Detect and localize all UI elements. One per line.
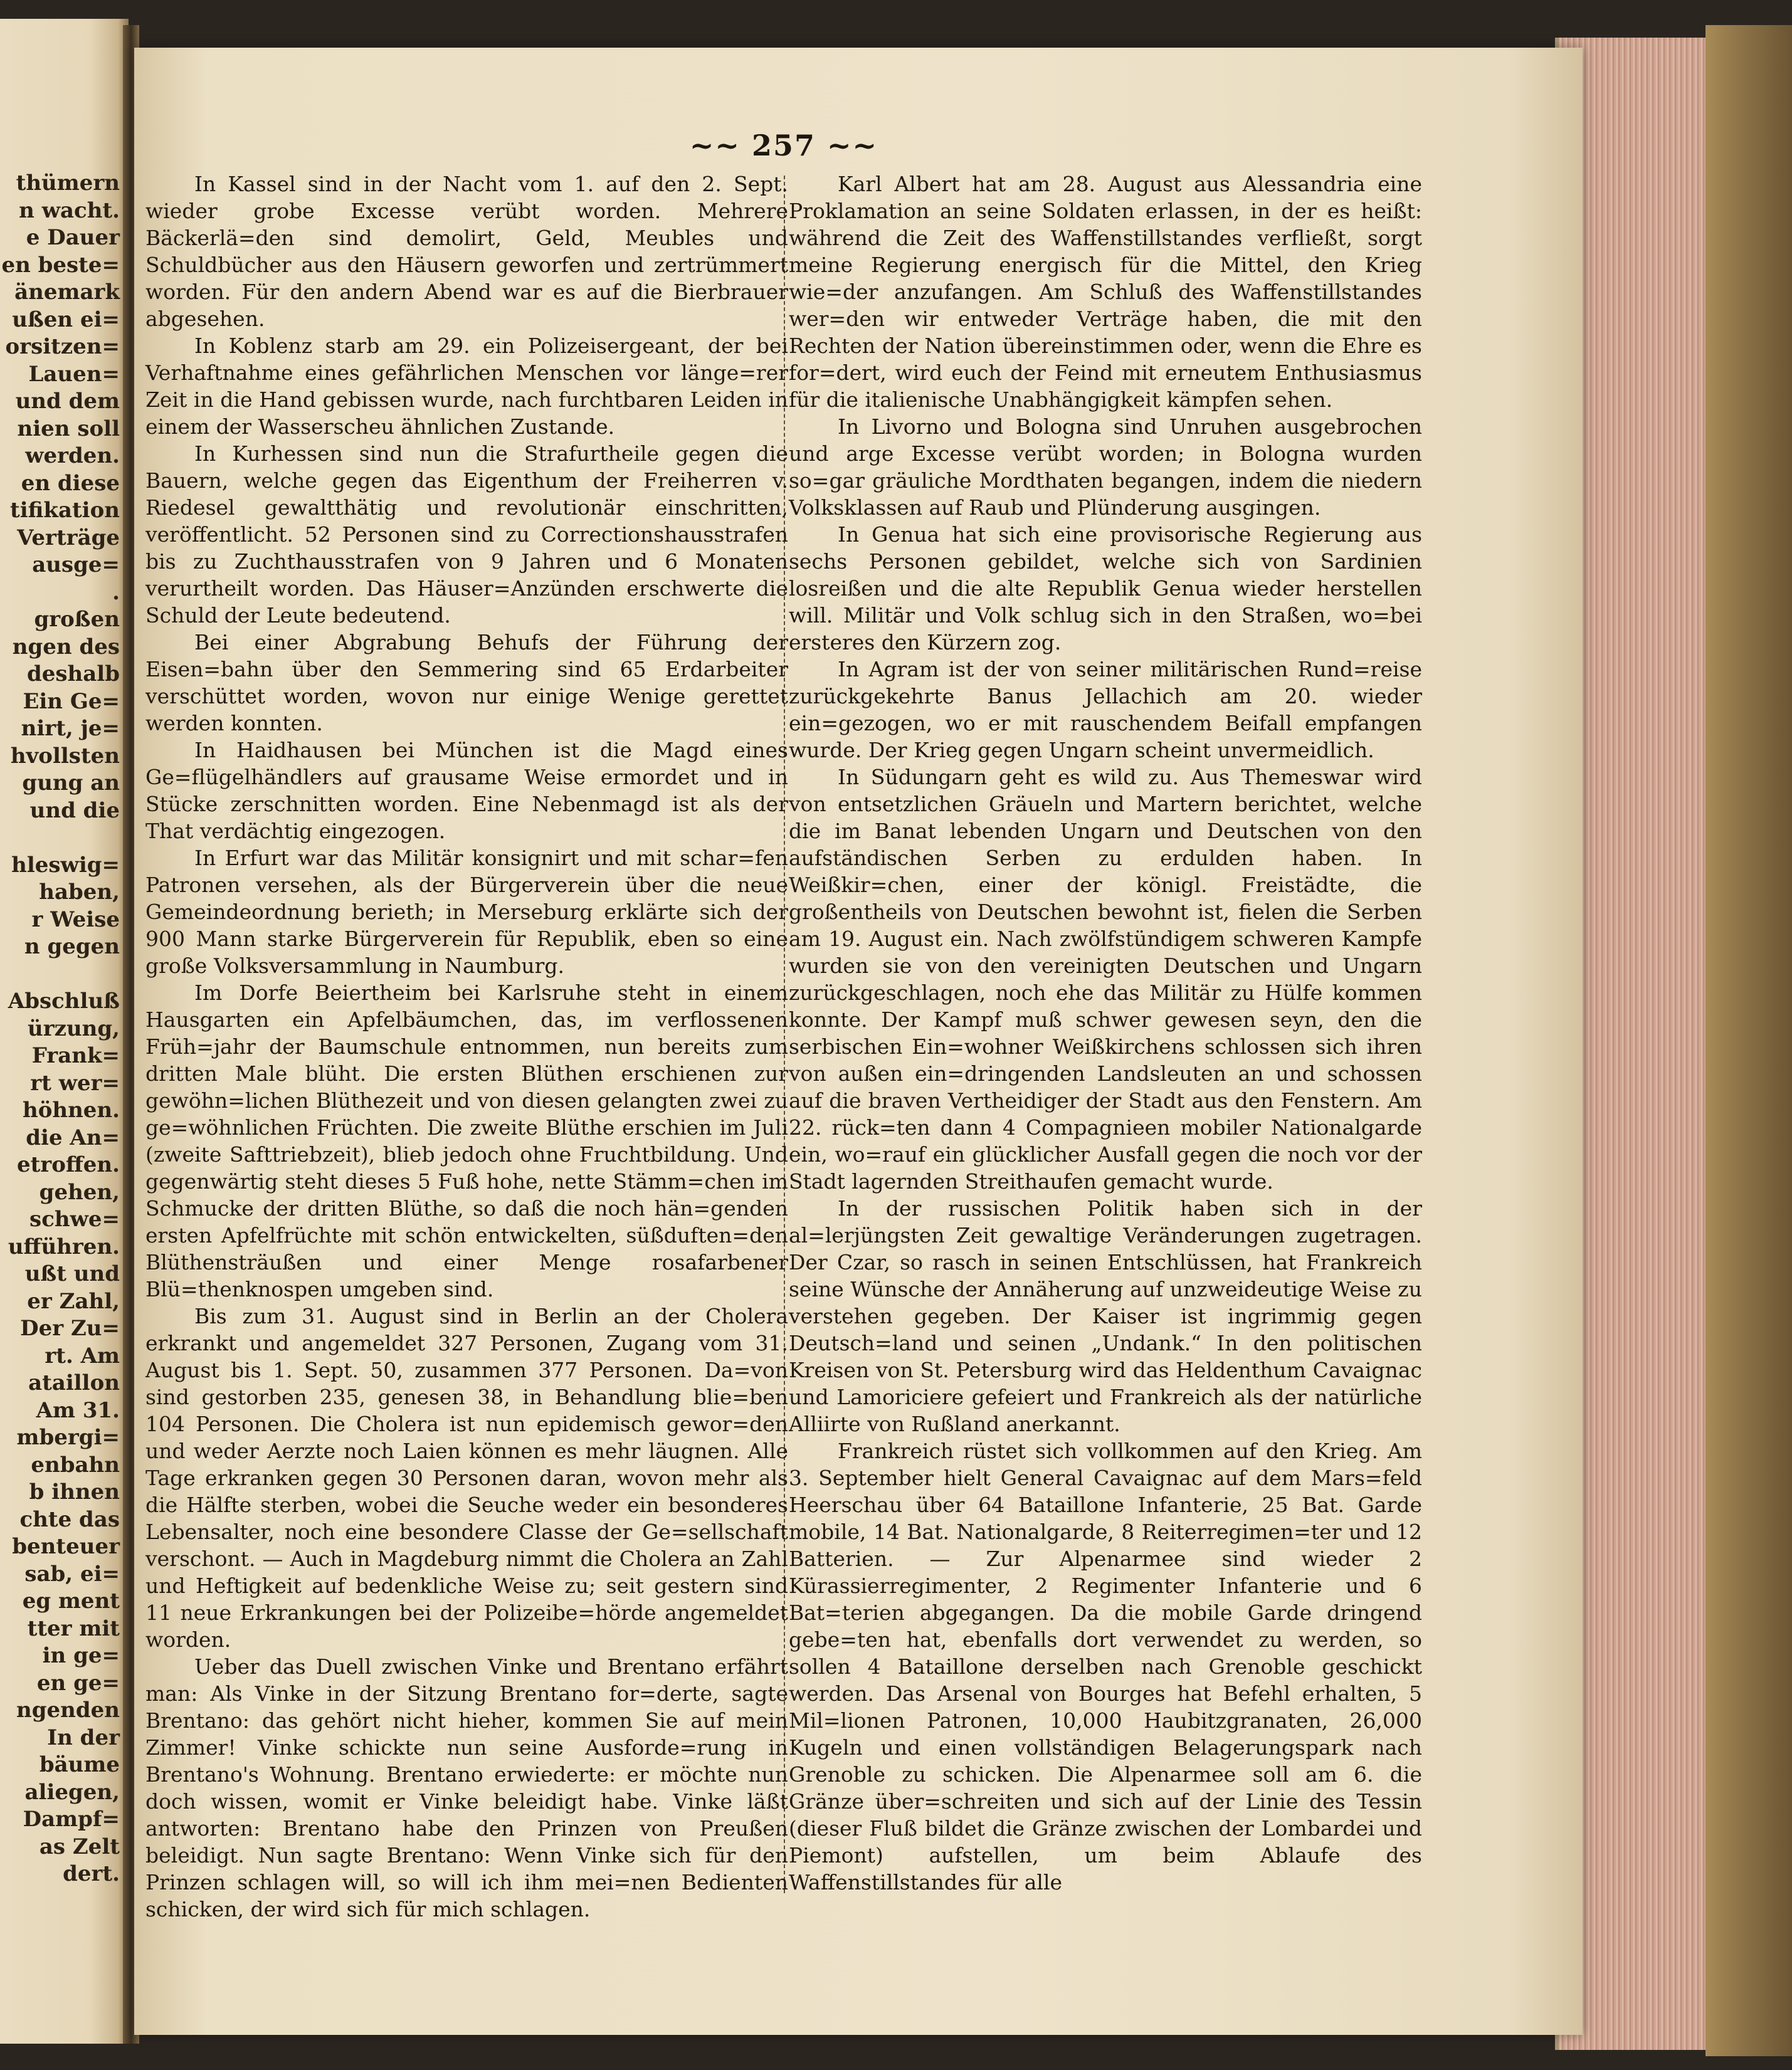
paragraph: Bis zum 31. August sind in Berlin an der Cholera erkrankt und angemeldet 327 Personen, Zugang vom 31. August bis 1. Sept. 50, zusammen 377 Personen. Da=von sind gestorben 235, genesen 38, in Behandlung blie=ben 104 Personen. Die Cholera ist nun epidemisch gewor=den und weder Aerzte noch Laien können es mehr läugnen. Alle Tage erkranken gegen 30 Personen daran, wovon mehr als die Hälfte sterben, wobei die Seuche weder ein besonderes Lebensalter, noch eine besondere Classe der Ge=sellschaft verschont. — Auch in Magdeburg nimmt die Cholera an Zahl und Heftigkeit auf bedenkliche Weise zu; seit gestern sind 11 neue Erkrankungen bei der Polizeibe=hörde angemeldet worden. [145, 1304, 788, 1652]
facing-page-line: chte das [19, 1506, 120, 1532]
facing-page-line: r Weise [31, 906, 120, 932]
paragraph: In Südungarn geht es wild zu. Aus Themeswar wird von entsetzlichen Gräueln und Martern berichtet, welche die im Banat lebenden Ungarn und Deutschen von den aufständischen Serben zu erdulden haben. In Weißkir=chen, einer der königl. Freistädte, die großentheils von Deutschen bewohnt ist, fielen die Serben am 19. August ein. Nach zwölfstündigem schweren Kampfe wurden sie von den vereinigten Deutschen und Ungarn zurückgeschlagen, noch ehe das Militär zu Hülfe kommen konnte. Der Kampf muß schwer gewesen seyn, den die serbischen Ein=wohner Weißkirchens schlossen sich ihren von außen ein=dringenden Landsleuten an und schossen auf die braven Vertheidiger der Stadt aus den Fenstern. Am 22. rück=ten dann 4 Compagnieen mobiler Nationalgarde ein, wo=rauf ein glücklicher Ausfall gegen die noch vor der Stadt lagernden Streithaufen gemacht wurde. [789, 765, 1422, 1194]
paragraph: In Kurhessen sind nun die Strafurtheile gegen die Bauern, welche gegen das Eigenthum der Freiherren v. Riedesel gewaltthätig und revolutionär einschritten, veröffentlicht. 52 Personen sind zu Correctionshausstrafen bis zu Zuchthausstrafen von 9 Jahren und 6 Monaten verurtheilt worden. Das Häuser=Anzünden erschwerte die Schuld der Leute bedeutend. [145, 441, 788, 628]
facing-page-line: ürzung, [28, 1016, 120, 1041]
facing-page-line: b ihnen [29, 1479, 120, 1505]
facing-page-line: mbergi= [16, 1425, 120, 1450]
facing-page-line: haben, [39, 880, 120, 905]
facing-page-line: gehen, [39, 1179, 120, 1205]
facing-page-line: en ge= [36, 1670, 120, 1696]
paragraph: In Agram ist der von seiner militärischen Rund=reise zurückgekehrte Banus Jellachich am 20. wieder ein=gezogen, wo er mit rauschendem Beifall empfangen wurde. Der Krieg gegen Ungarn scheint unvermeidlich. [789, 657, 1422, 762]
right-column [789, 171, 1422, 1896]
facing-page-line: hvollsten [10, 743, 120, 769]
paragraph: In Erfurt war das Militär konsignirt und mit schar=fen Patronen versehen, als der Bürgerverein über die neue Gemeindeordnung berieth; in Merseburg erklärte sich der 900 Mann starke Bürgerverein für Republik, eben so eine große Volksversammlung in Naumburg. [145, 846, 788, 978]
facing-page-line: sab, ei= [24, 1561, 120, 1587]
facing-page-line: rt wer= [30, 1070, 120, 1096]
paragraph: In Koblenz starb am 29. ein Polizeisergeant, der bei Verhaftnahme eines gefährlichen Menschen vor länge=rer Zeit in die Hand gebissen wurde, nach furchtbaren Leiden in einem der Wasserscheu ähnlichen Zustande. [145, 334, 788, 439]
facing-page-line: enbahn [31, 1452, 120, 1478]
facing-page-line: Frank= [31, 1043, 120, 1068]
facing-page-line: ngenden [16, 1698, 120, 1723]
facing-page-line: ataillon [28, 1370, 120, 1395]
facing-page-line: und die [29, 797, 120, 823]
facing-page-line: eg ment [22, 1589, 120, 1614]
facing-page-line: Abschluß [8, 989, 120, 1014]
facing-page-line: großen [34, 607, 120, 632]
facing-page-line: . [112, 579, 120, 605]
facing-page-fragment [0, 19, 129, 2044]
facing-page-line: Der Zu= [20, 1316, 120, 1341]
facing-page-line: ußt und [24, 1261, 120, 1286]
paragraph: In Haidhausen bei München ist die Magd eines Ge=flügelhändlers auf grausame Weise ermordet und in Stücke zerschnitten worden. Eine Nebenmagd ist als der That verdächtig eingezogen. [145, 738, 788, 843]
facing-page-line: orsitzen= [5, 334, 120, 359]
facing-page-line: n wacht. [19, 197, 120, 223]
facing-page-line: tter mit [27, 1616, 120, 1641]
facing-page-line: thümern [16, 171, 120, 196]
paragraph: In Genua hat sich eine provisorische Regierung aus sechs Personen gebildet, welche sich von Sardinien losreißen und die alte Republik Genua wieder herstellen will. Militär und Volk schlug sich in den Straßen, wo=bei ersteres den Kürzern zog. [789, 522, 1422, 654]
facing-page-line: Verträge [17, 525, 120, 550]
facing-page-line: etroffen. [16, 1152, 120, 1177]
paragraph: In der russischen Politik haben sich in der al=lerjüngsten Zeit gewaltige Veränderungen zugetragen. Der Czar, so rasch in seinen Entschlüssen, hat Frankreich seine Wünsche der Annäherung auf unzweideutige Weise zu verstehen gegeben. Der Kaiser ist ingrimmig gegen Deutsch=land und seinen „Undank.“ In den politischen Kreisen von St. Petersburg wird das Heldenthum Cavaignac und Lamoriciere gefeiert und Frankreich als der natürliche Alliirte von Rußland anerkannt. [789, 1196, 1422, 1436]
facing-page-line: gung an [22, 770, 120, 796]
facing-page-line: die An= [26, 1125, 120, 1150]
left-column [145, 171, 788, 1923]
facing-page-line: n gegen [24, 934, 120, 959]
facing-page-line: e Dauer [26, 225, 120, 250]
facing-page-line: dert. [63, 1861, 120, 1886]
facing-page-line: benteuer [12, 1534, 120, 1559]
paragraph: In Livorno und Bologna sind Unruhen ausgebrochen und arge Excesse verübt worden; in Bologna wurden so=gar gräuliche Mordthaten begangen, indem die niedern Volksklassen auf Raub und Plünderung ausgingen. [789, 414, 1422, 520]
facing-page-line: en beste= [1, 252, 120, 278]
paragraph: Im Dorfe Beiertheim bei Karlsruhe steht in einem Hausgarten ein Apfelbäumchen, das, im verflossenen Früh=jahr der Baumschule entnommen, nun bereits zum dritten Male blüht. Die ersten Blüthen erschienen zur gewöhn=lichen Blüthezeit und von diesen gelangten zwei zu ge=wöhnlichen Früchten. Die zweite Blüthe erschien im Juli (zweite Safttriebzeit), blieb jedoch ohne Fruchtbildung. Und gegenwärtig steht dieses 5 Fuß hohe, nette Stämm=chen im Schmucke der dritten Blüthe, so daß die noch hän=genden ersten Apfelfrüchte mit schön entwickelten, süßduften=den Blüthensträußen und einer Menge rosafarbener Blü=thenknospen umgeben sind. [145, 980, 788, 1301]
facing-page-line: ufführen. [8, 1234, 120, 1259]
facing-page-line: Ein Ge= [23, 688, 120, 714]
facing-page-line: tifikation [10, 498, 120, 523]
facing-page-line: aliegen, [24, 1779, 120, 1805]
facing-page-line: ußen ei= [12, 307, 120, 332]
facing-page-line: Lauen= [28, 361, 120, 387]
facing-page-line: und dem [15, 389, 120, 414]
facing-page-line: Am 31. [36, 1397, 120, 1423]
paragraph: In Kassel sind in der Nacht vom 1. auf den 2. Sept. wieder grobe Excesse verübt worden. Mehrere Bäckerlä=den sind demolirt, Geld, Meubles und Schuldbücher aus den Häusern geworfen und zertrümmert worden. Für den andern Abend war es auf die Bierbrauer abgesehen. [145, 172, 788, 331]
facing-page-line: ngen des [12, 634, 120, 659]
facing-page-line: en diese [21, 470, 120, 496]
facing-page-line: Dampf= [23, 1807, 120, 1832]
facing-page-line: er Zahl, [27, 1288, 120, 1314]
facing-page-line: in ge= [42, 1643, 120, 1668]
facing-page-line: deshalb [27, 661, 120, 686]
facing-page-line: ausge= [32, 552, 120, 577]
facing-page-line: änemark [14, 280, 120, 305]
facing-page-line: werden. [25, 443, 120, 468]
paragraph: Karl Albert hat am 28. August aus Alessandria eine Proklamation an seine Soldaten erlassen, in der es heißt: während die Zeit des Waffenstillstandes verfließt, sorgt meine Regierung energisch für die Mittel, den Krieg wie=der anzufangen. Am Schluß des Waffenstillstandes wer=den wir entweder Verträge haben, die mit den Rechten der Nation übereinstimmen oder, wenn die Ehre es for=dert, wird euch der Feind mit erneutem Enthusiasmus für die italienische Unabhängigkeit kämpfen sehen. [789, 172, 1422, 412]
facing-page-line: as Zelt [39, 1834, 120, 1859]
facing-page-line: hleswig= [11, 852, 120, 878]
facing-page-line: schwe= [29, 1207, 120, 1232]
page-header: ~~ 257 ~~ [689, 129, 878, 162]
book-cover-board [1705, 25, 1792, 2056]
paragraph: Bei einer Abgrabung Behufs der Führung der Eisen=bahn über den Semmering sind 65 Erdarbeiter verschüttet worden, wovon nur einige Wenige gerettet werden konnten. [145, 630, 788, 735]
facing-page-line: nirt, je= [21, 716, 120, 741]
facing-page-line: höhnen. [22, 1098, 120, 1123]
paragraph: Ueber das Duell zwischen Vinke und Brentano erfährt man: Als Vinke in der Sitzung Brentano for=derte, sagte Brentano: das gehört nicht hieher, kommen Sie auf mein Zimmer! Vinke schickte nun seine Ausforde=rung in Brentano's Wohnung. Brentano erwiederte: er möchte nun doch wissen, womit er Vinke beleidigt habe. Vinke läßt antworten: Brentano habe den Prinzen von Preußen beleidigt. Nun sagte Brentano: Wenn Vinke sich für den Prinzen schlagen will, so will ich ihm mei=nen Bedienten schicken, der wird sich für mich schlagen. [145, 1654, 788, 1921]
facing-page-line: nien soll [17, 416, 120, 441]
facing-page-line: In der [47, 1725, 120, 1750]
paragraph: Frankreich rüstet sich vollkommen auf den Krieg. Am 3. September hielt General Cavaignac auf dem Mars=feld Heerschau über 64 Bataillone Infanterie, 25 Bat. Garde mobile, 14 Bat. Nationalgarde, 8 Reiterregimen=ter und 12 Batterien. — Zur Alpenarmee sind wieder 2 Kürassierregimenter, 2 Regimenter Infanterie und 6 Bat=terien abgegangen. Da die mobile Garde dringend gebe=ten hat, ebenfalls dort verwendet zu werden, so sollen 4 Bataillone derselben nach Grenoble geschickt werden. Das Arsenal von Bourges hat Befehl erhalten, 5 Mil=lionen Patronen, 10,000 Haubitzgranaten, 26,000 Kugeln und einen vollständigen Belagerungspark nach Grenoble zu schicken. Die Alpenarmee soll am 6. die Gränze über=schreiten und sich auf der Linie des Tessin (dieser Fluß bildet die Gränze zwischen der Lombardei und Piemont) aufstellen, um beim Ablaufe des Waffenstillstandes für alle [789, 1439, 1422, 1894]
facing-page-line: bäume [39, 1752, 120, 1777]
facing-page-line: rt. Am [45, 1343, 120, 1369]
